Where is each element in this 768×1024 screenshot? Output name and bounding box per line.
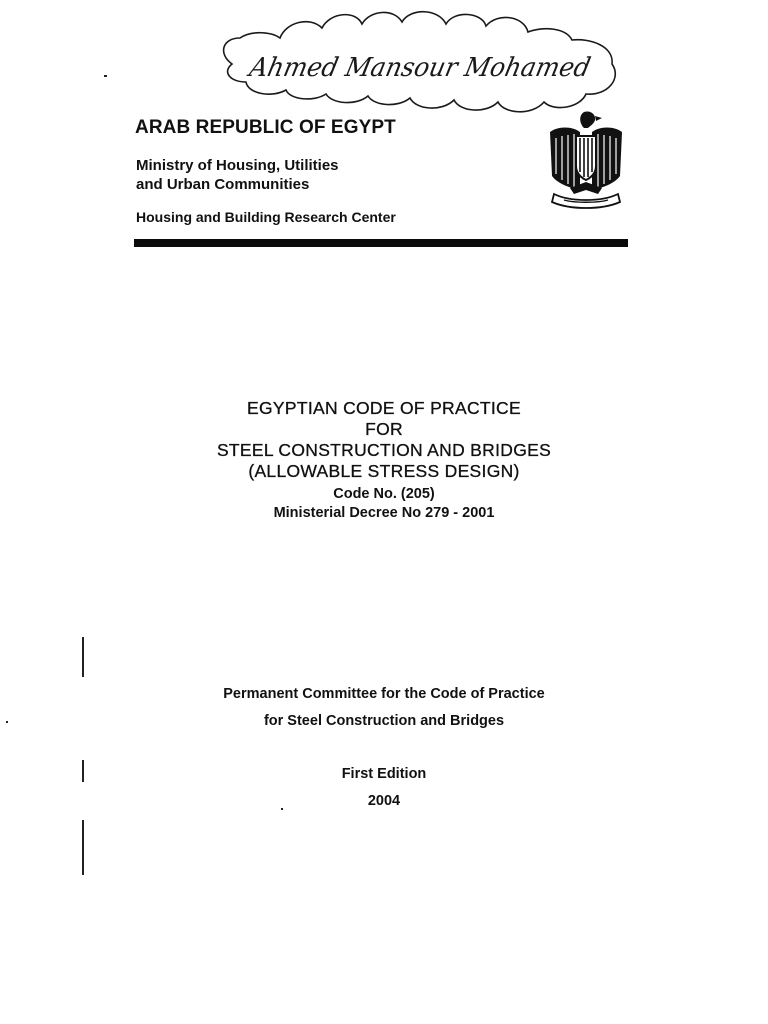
ministry-name	[136, 156, 339, 194]
title-line-1: EGYPTIAN CODE OF PRACTICE	[247, 398, 521, 418]
eagle-of-saladin-emblem-icon	[540, 108, 632, 210]
title-line-2: FOR	[365, 419, 403, 439]
title-line-4: (ALLOWABLE STRESS DESIGN)	[248, 461, 520, 481]
signature-cloud	[210, 2, 630, 120]
committee-line-1: Permanent Committee for the Code of Practice	[223, 686, 545, 702]
edition-block	[134, 764, 634, 811]
scan-mark	[82, 820, 84, 875]
signature-text: Ahmed Mansour Mohamed	[246, 53, 610, 83]
title-line-3: STEEL CONSTRUCTION AND BRIDGES	[216, 440, 552, 460]
edition-label: First Edition	[341, 766, 427, 782]
scan-mark	[281, 808, 283, 810]
ministry-line-2: and Urban Communities	[136, 176, 310, 193]
committee-block	[134, 684, 634, 731]
scan-mark	[82, 760, 84, 782]
scan-mark	[6, 721, 8, 723]
research-center-name: Housing and Building Research Center	[136, 209, 396, 225]
document-title	[134, 398, 634, 523]
committee-line-2: for Steel Construction and Bridges	[263, 713, 505, 729]
scan-mark	[104, 75, 107, 77]
code-number: Code No. (205)	[333, 486, 435, 502]
ministerial-decree: Ministerial Decree No 279 - 2001	[273, 505, 495, 521]
scan-mark	[82, 637, 84, 677]
ministry-line-1: Ministry of Housing, Utilities	[136, 157, 339, 174]
edition-year: 2004	[367, 793, 401, 809]
header-rule	[134, 239, 628, 247]
country-name: ARAB REPUBLIC OF EGYPT	[135, 117, 396, 138]
